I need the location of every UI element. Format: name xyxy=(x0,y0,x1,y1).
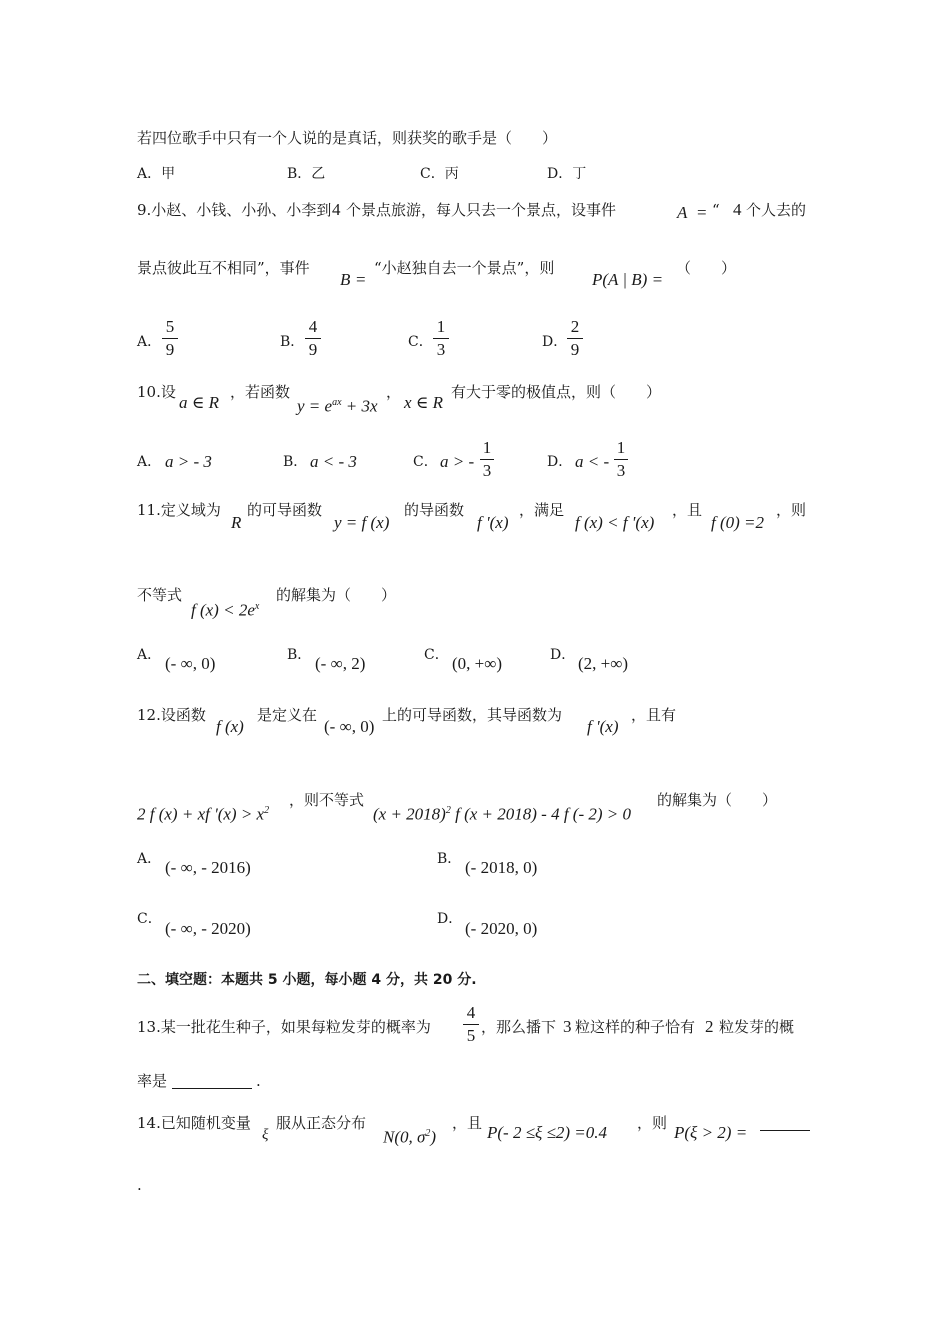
q10-frac-c: 1 3 xyxy=(480,439,494,480)
q12-b: 是定义在 xyxy=(257,706,318,724)
q8-option-c: C．丙 xyxy=(420,166,459,182)
q9-eq: = xyxy=(697,203,707,222)
q11-b: 的可导函数 xyxy=(247,501,323,519)
q12-value-b: (- 2018, 0) xyxy=(465,858,538,877)
q8-stem: 若四位歌手中只有一个人说的是真话，则获奖的歌手是（ ） xyxy=(137,129,558,147)
q10-option-a: A． xyxy=(137,454,162,470)
q12-option-d: D． xyxy=(437,911,463,927)
q9-line1-b: 个景点旅游，每人只去一个景点，设事件 xyxy=(346,201,617,219)
q12-value-d: (- 2020, 0) xyxy=(465,919,538,938)
q10-d: 有大于零的极值点，则（ ） xyxy=(451,383,662,401)
q8-option-a: A．甲 xyxy=(137,166,176,182)
q14-xi: ξ xyxy=(262,1127,269,1143)
q13-c: 粒这样的种子恰有 xyxy=(575,1018,696,1036)
q11-e: ，且 xyxy=(672,501,703,519)
q11-math-2: f '(x) xyxy=(477,513,509,532)
q9-paren: （ ） xyxy=(676,259,737,277)
q13-a: 13.某一批花生种子，如果每粒发芽的概率为 xyxy=(137,1018,431,1036)
q14-b: 服从正态分布 xyxy=(276,1114,367,1132)
q11-math-4: f (0) =2 xyxy=(711,513,765,532)
q14-math-2: P(- 2 ≤ξ ≤2) =0.4 xyxy=(487,1123,608,1142)
q12-option-b: B． xyxy=(437,851,462,867)
q13-frac: 4 5 xyxy=(463,1004,479,1045)
q11-math-3: f (x) < f '(x) xyxy=(575,513,655,532)
q12-option-a: A． xyxy=(137,851,162,867)
q11-math-1: y = f (x) xyxy=(334,513,390,532)
q14-a: 14.已知随机变量 xyxy=(137,1114,251,1132)
q11-option-d: D． xyxy=(550,647,576,663)
q13-end: . xyxy=(256,1072,261,1090)
q9-option-a: A． xyxy=(137,334,162,350)
q9-option-d: D． xyxy=(542,334,568,350)
q12-d: ，且有 xyxy=(631,706,677,724)
q10-value-d: a < - xyxy=(575,452,610,471)
q12-math-5: $(x + 2018)^2$ f (x + 2018) - 4 f (- 2) > 0 xyxy=(373,804,631,824)
q13-answer-blank[interactable] xyxy=(172,1088,252,1089)
q8-option-d: D．丁 xyxy=(547,166,587,182)
q9-num-4b: 4 xyxy=(733,200,742,219)
q9-frac-b: 4 9 xyxy=(305,318,321,359)
q14-d: ，则 xyxy=(637,1114,668,1132)
q13-num-2: 2 xyxy=(705,1017,714,1036)
q13-d: 粒发芽的概 xyxy=(719,1018,795,1036)
q10-math-2: $y = e^{ax} + 3x$ xyxy=(297,396,378,416)
q9-probability: P(A | B) = xyxy=(592,270,664,289)
q11-r: R xyxy=(231,513,242,532)
q11-math-5: f $(x) < 2e^x$ xyxy=(191,600,260,620)
q9-line1-a: 9.小赵、小钱、小孙、小李到 xyxy=(137,201,332,219)
q12-option-c: C． xyxy=(137,911,162,927)
q9-frac-c: 1 3 xyxy=(433,318,449,359)
q9-option-b: B． xyxy=(280,334,305,350)
q10-math-3: x ∈ R xyxy=(404,393,444,412)
q11-h: 的解集为（ ） xyxy=(276,586,397,604)
q10-math-1: a ∈ R xyxy=(179,393,219,412)
q10-option-b: B． xyxy=(283,454,308,470)
q12-math-1: f (x) xyxy=(216,717,244,736)
q11-value-a: (- ∞, 0) xyxy=(165,654,216,673)
q8-option-b: B．乙 xyxy=(287,166,326,182)
q9-num-4: 4 xyxy=(332,200,341,219)
q13-num-3: 3 xyxy=(563,1017,572,1036)
q10-value-a: a > - 3 xyxy=(165,452,212,471)
q9-option-c: C． xyxy=(408,334,433,350)
q10-option-c: C． xyxy=(413,454,438,470)
q9-line2-a: 景点彼此互不相同”，事件 xyxy=(137,259,310,277)
q10-option-d: D． xyxy=(547,454,573,470)
q10-frac-d: 1 3 xyxy=(614,439,628,480)
q11-value-b: (- ∞, 2) xyxy=(315,654,366,673)
q12-math-2: (- ∞, 0) xyxy=(324,717,375,736)
q11-g: 不等式 xyxy=(137,586,183,604)
q12-e: ，则不等式 xyxy=(289,791,365,809)
q11-option-c: C． xyxy=(424,647,449,663)
q14-end: . xyxy=(137,1176,142,1194)
q9-event-a: A xyxy=(677,203,688,222)
q12-math-4: 2 f (x) + xf '$(x) > x^2$ xyxy=(137,804,270,824)
q14-c: ，且 xyxy=(452,1114,483,1132)
q9-eq2: = xyxy=(356,270,366,289)
q12-f: 的解集为（ ） xyxy=(657,791,778,809)
q11-value-d: (2, +∞) xyxy=(578,654,629,673)
q10-b: ，若函数 xyxy=(230,383,291,401)
q10-value-b: a < - 3 xyxy=(310,452,357,471)
section-heading-fill-in: 二、填空题：本题共 5 小题，每小题 4 分，共 20 分. xyxy=(137,972,477,988)
q14-answer-blank[interactable] xyxy=(760,1130,810,1131)
q10-value-c: a > - xyxy=(440,452,475,471)
q11-c: 的导函数 xyxy=(404,501,465,519)
q9-frac-a: 5 9 xyxy=(162,318,178,359)
q13-b: ，那么播下 xyxy=(481,1018,557,1036)
q12-a: 12.设函数 xyxy=(137,706,206,724)
q14-math-3: P(ξ > 2) = xyxy=(674,1123,748,1142)
q9-line2-b: “小赵独自去一个景点”，则 xyxy=(374,259,555,277)
q11-option-b: B． xyxy=(287,647,312,663)
q11-value-c: (0, +∞) xyxy=(452,654,503,673)
q9-line1-d: 个人去的 xyxy=(746,201,807,219)
q9-event-b: B xyxy=(340,270,351,289)
q12-value-c: (- ∞, - 2020) xyxy=(165,919,251,938)
q9-frac-d: 2 9 xyxy=(567,318,583,359)
q14-math-1: N(0, $\sigma^2$) xyxy=(383,1127,437,1147)
q11-d: ，满足 xyxy=(519,501,565,519)
q12-c: 上的可导函数，其导函数为 xyxy=(382,706,563,724)
q11-option-a: A． xyxy=(137,647,162,663)
q13-e: 率是 xyxy=(137,1072,168,1090)
q10-a: 10.设 xyxy=(137,383,176,401)
q10-c: ， xyxy=(386,383,402,401)
q12-math-3: f '(x) xyxy=(587,717,619,736)
q12-value-a: (- ∞, - 2016) xyxy=(165,858,251,877)
q11-a: 11.定义域为 xyxy=(137,501,221,519)
q9-quote: “ xyxy=(712,201,720,219)
q11-f: ，则 xyxy=(776,501,807,519)
